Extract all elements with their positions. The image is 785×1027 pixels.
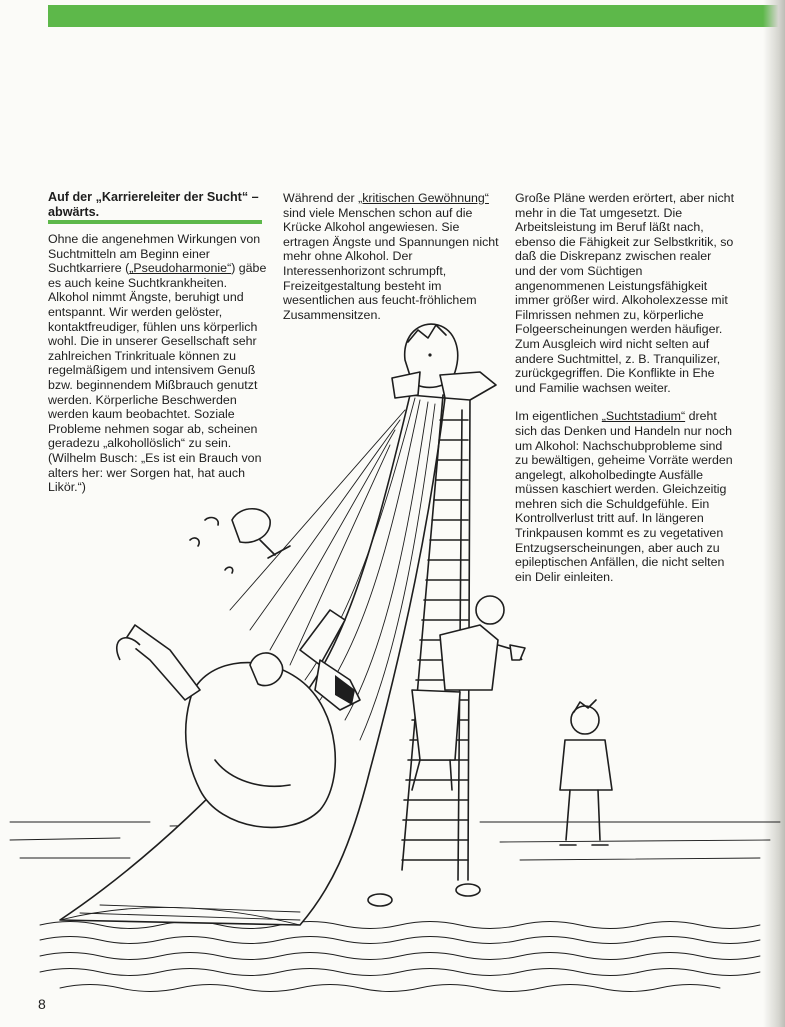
page-number: 8 <box>38 996 46 1012</box>
paragraph-intro <box>48 232 270 495</box>
ground-lines <box>10 822 780 860</box>
paragraph-gewoehnung <box>283 191 505 322</box>
man-at-top <box>392 324 496 400</box>
paragraph-plaene: Große Pläne werden erörtert, aber nicht mehr in die Tat umgesetzt. Die Arbeitsleistung im Beruf läßt nach, ebenso die Fähigkeit zur Selbstkritik, so daß die Diskrepanz zwischen realer und der vom Süchtigen angenommenen Leistungsfähigkeit immer größer wird. Alkoholexzesse mit Filmrissen nehmen zu, körperliche Folgeerscheinungen werden häufiger. Zum Ausgleich wird nicht selten auf andere Suchtmittel, z. B. Tranquilizer, zurückgegriffen. Die Konflikte in Ehe und Familie wachsen weiter. <box>515 191 735 395</box>
flying-glass <box>190 509 290 573</box>
header-accent-bar <box>48 5 785 27</box>
gewoehnung-text-start: Während der <box>283 191 359 205</box>
text-column-3 <box>515 191 735 584</box>
section-heading: Auf der „Karriereleiter der Sucht“ – abwärts. <box>48 190 259 219</box>
term-suchtstadium: „Suchtstadium“ <box>601 409 686 424</box>
heading-rule <box>48 220 262 224</box>
term-kritische-gewoehnung: „kritischen Gewöhnung“ <box>358 191 489 205</box>
suchtstadium-text-start: Im eigentlichen <box>515 409 602 424</box>
bystander-man <box>560 700 612 845</box>
gewoehnung-text-end: sind viele Menschen schon auf die Krücke Alkohol angewiesen. Sie ertragen Ängste und Spannungen nicht mehr ohne Alkohol. Der Interessenhorizont schrumpft, Freizeitgestaltung besteht im wesentlichen aus feucht-fröhlichem Zusammensitzen. <box>283 205 499 322</box>
intro-text-start: Ohne die angenehmen Wirkungen von Suchtmitteln am Beginn einer Suchtkarriere ( <box>48 232 261 276</box>
term-pseudoharmonie: „Pseudoharmonie“ <box>129 261 232 276</box>
falling-man <box>117 610 360 827</box>
water-waves <box>40 922 760 992</box>
text-column-1 <box>48 190 270 495</box>
suchtstadium-text-end: dreht sich das Denken und Handeln nur noch um Alkohol: Nachschubprobleme sind zu bewältigen, geheime Vorräte werden angelegt, alkoholbedingte Ausfälle müssen kaschiert werden. Gleichzeitig mehren sich die Schuldgefühle. Ein Kontrollverlust tritt auf. In längeren Trinkpausen kommt es zu vegetativen Entzugserscheinungen, aber auch zu epileptischen Anfällen, die nicht selten ein Delir einleiten. <box>515 409 733 584</box>
intro-text-end: ) gäbe es auch keine Suchtkrankheiten. Alkohol nimmt Ängste, beruhigt und entspannt. Wir werden gelöster, kontaktfreudiger, fühlen uns körperlich wohl. Die in unserer Gesellschaft sehr zahlreichen Trinkrituale können zu regelmäßigem und intensivem Genuß bzw. beginnendem Mißbrauch genutzt werden. Körperliche Beschwerden werden kaum beobachtet. Soziale Probleme nehmen sogar ab, scheinen geradezu „alkohollöslich“ zu sein. (Wilhelm Busch: „Es ist ein Brauch von alters her: wer Sorgen hat, hat auch Likör.“) <box>48 261 267 495</box>
paragraph-suchtstadium <box>515 409 735 584</box>
text-column-2 <box>283 191 505 322</box>
